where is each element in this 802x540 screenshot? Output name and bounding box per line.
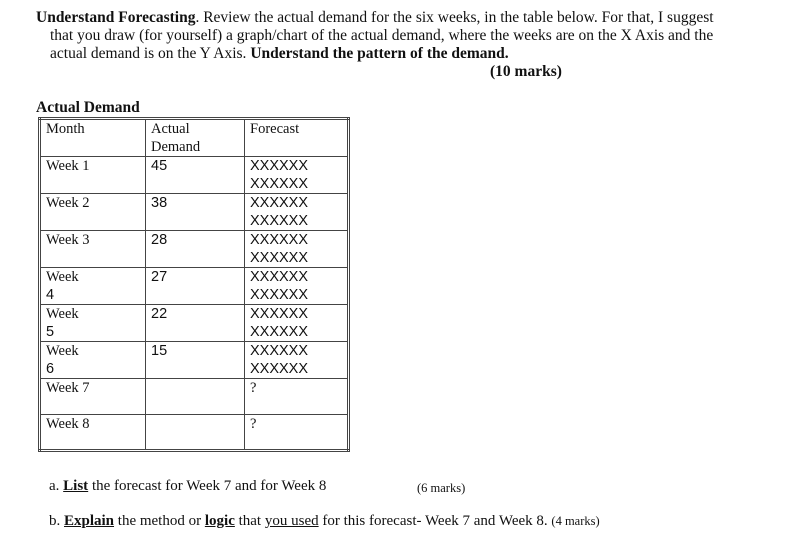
instructions-line-3 (36, 45, 776, 63)
row-forecast (245, 194, 349, 231)
question-b-prefix: b. (49, 513, 64, 529)
row-forecast (245, 268, 349, 305)
row-forecast-line-2: XXXXXX (250, 250, 309, 266)
question-b-marks: (4 marks) (551, 514, 600, 528)
row-forecast-line-1: XXXXXX (250, 232, 309, 248)
row-forecast-line-2: XXXXXX (250, 324, 309, 340)
demand-table (38, 117, 350, 452)
row-forecast-line-2: XXXXXX (250, 287, 309, 303)
row-actual-demand: 38 (146, 194, 245, 231)
row-forecast (245, 231, 349, 268)
row-actual-demand: 27 (146, 268, 245, 305)
question-b-text-1: the method or (114, 513, 205, 529)
row-actual-demand: 45 (146, 157, 245, 194)
table-row (40, 342, 349, 379)
instructions-heading: Understand Forecasting (36, 9, 196, 26)
row-month-label: Week 3 (46, 232, 90, 248)
row-month-label: Week 7 (46, 380, 90, 396)
row-forecast-line-2: XXXXXX (250, 361, 309, 377)
row-month-number: 5 (46, 324, 55, 340)
row-month-number: 4 (46, 287, 55, 303)
row-forecast-line-2: XXXXXX (250, 176, 309, 192)
row-month-label: Week 8 (46, 416, 90, 432)
instructions-line-1-text: . Review the actual demand for the six weeks, in the table below. For that, I suggest (195, 9, 714, 26)
table-row (40, 379, 349, 415)
row-month (40, 268, 146, 305)
row-forecast (245, 305, 349, 342)
row-forecast (245, 415, 349, 451)
question-b (49, 513, 600, 530)
row-forecast (245, 157, 349, 194)
total-marks: (10 marks) (490, 63, 562, 80)
question-b-used: you used (264, 513, 319, 529)
question-a-marks: (6 marks) (417, 481, 466, 495)
row-month (40, 305, 146, 342)
row-month (40, 342, 146, 379)
question-a (49, 478, 326, 495)
question-b-text-3: for this forecast- Week 7 and Week 8. (318, 513, 548, 529)
instructions-period: . (504, 45, 509, 62)
instructions-line-3-text: actual demand is on the Y Axis. (50, 45, 247, 62)
row-forecast-line-1: XXXXXX (250, 195, 309, 211)
row-month-label: Week (46, 343, 79, 359)
question-b-text-2: that (234, 513, 265, 529)
row-month-label: Week 2 (46, 195, 90, 211)
question-b-logic: logic (204, 513, 235, 529)
row-month-label: Week (46, 306, 79, 322)
header-actual-line-2: Demand (151, 139, 201, 155)
table-row (40, 305, 349, 342)
header-month: Month (40, 119, 146, 157)
row-month (40, 194, 146, 231)
table-row (40, 268, 349, 305)
table-header-row (40, 119, 349, 157)
question-a-verb: List (63, 478, 89, 494)
row-forecast-line-1: XXXXXX (250, 343, 309, 359)
row-actual-demand (146, 415, 245, 451)
question-a-prefix: a. (49, 478, 64, 494)
table-row (40, 194, 349, 231)
row-month-number: 6 (46, 361, 55, 377)
instructions-line-1 (36, 9, 776, 27)
header-actual-line-1: Actual (151, 121, 190, 137)
row-forecast-line-1: XXXXXX (250, 306, 309, 322)
row-month (40, 231, 146, 268)
table-caption: Actual Demand (36, 99, 140, 116)
row-month (40, 415, 146, 451)
row-month (40, 157, 146, 194)
question-a-text: the forecast for Week 7 and for Week 8 (88, 478, 327, 494)
row-forecast (245, 342, 349, 379)
header-actual-demand (146, 119, 245, 157)
row-actual-demand: 22 (146, 305, 245, 342)
table-row (40, 415, 349, 451)
row-actual-demand: 28 (146, 231, 245, 268)
row-forecast-line-1: ? (250, 380, 257, 396)
instructions-emphasis: Understand the pattern of the demand (250, 45, 505, 62)
instructions (36, 9, 776, 63)
instructions-line-2: that you draw (for yourself) a graph/chart of the actual demand, where the weeks are on the X Axis and the (50, 27, 714, 44)
row-actual-demand (146, 379, 245, 415)
table-row (40, 157, 349, 194)
row-actual-demand: 15 (146, 342, 245, 379)
row-forecast-line-1: XXXXXX (250, 158, 309, 174)
question-b-verb: Explain (64, 513, 115, 529)
table-row (40, 231, 349, 268)
row-month-label: Week (46, 269, 79, 285)
row-forecast-line-2: XXXXXX (250, 213, 309, 229)
row-forecast-line-1: XXXXXX (250, 269, 309, 285)
row-month (40, 379, 146, 415)
row-forecast-line-1: ? (250, 416, 257, 432)
header-forecast: Forecast (245, 119, 349, 157)
row-forecast (245, 379, 349, 415)
row-month-label: Week 1 (46, 158, 90, 174)
